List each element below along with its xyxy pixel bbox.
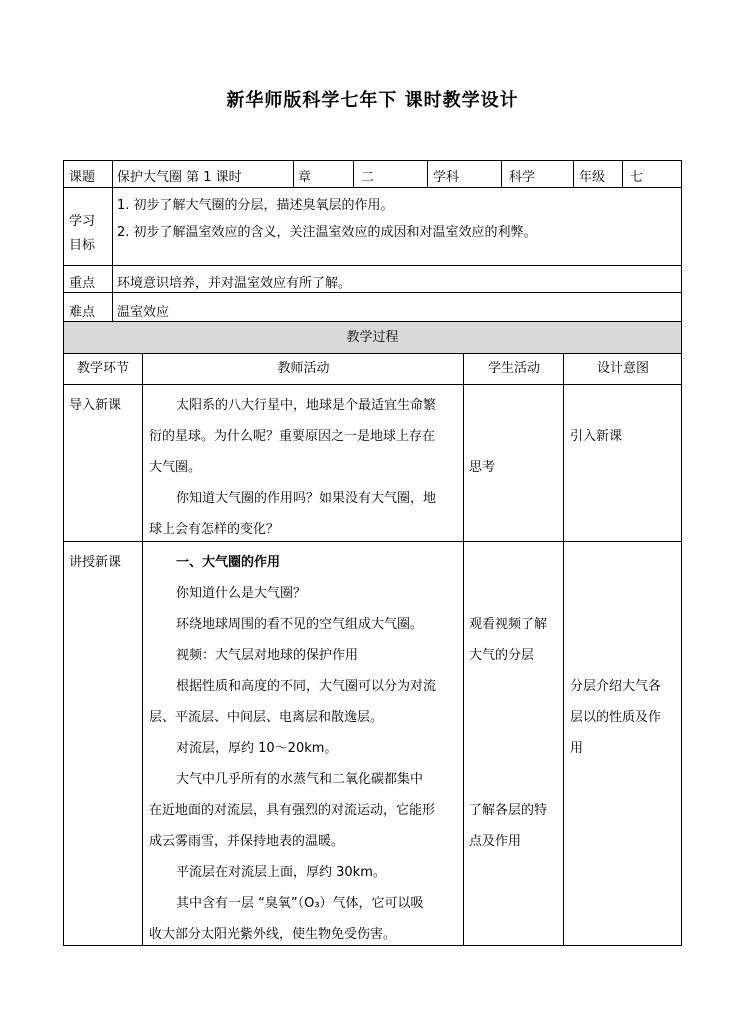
design-intent-line: 层以的性质及作 <box>570 710 662 725</box>
table-border <box>63 265 682 266</box>
teacher-activity-line: 视频：大气层对地球的保护作用 <box>176 648 359 663</box>
table-border <box>63 384 682 385</box>
table-border <box>63 353 682 354</box>
chapter-value: 二 <box>361 170 375 185</box>
table-border <box>573 160 574 188</box>
table-border <box>563 353 564 946</box>
student-activity-line: 大气的分层 <box>469 648 535 663</box>
teacher-activity-line: 平流层在对流层上面，厚约 30km。 <box>176 865 386 880</box>
teacher-activity-line: 其中含有一层 “臭氧”（O₃）气体，它可以吸 <box>176 896 424 911</box>
table-border <box>681 160 682 946</box>
teacher-activity-line: 环绕地球周围的看不见的空气组成大气圈。 <box>176 617 424 632</box>
table-border <box>63 160 64 946</box>
teacher-activity-line: 层、平流层、中间层、电离层和散逸层。 <box>149 710 384 725</box>
student-activity-line: 了解各层的特 <box>469 803 548 818</box>
student-activity-line: 点及作用 <box>469 834 522 849</box>
section-heading: 一、大气圈的作用 <box>176 555 281 570</box>
table-border <box>63 187 682 188</box>
teacher-activity-line: 你知道什么是大气圈？ <box>176 586 307 601</box>
objective-item: 2. 初步了解温室效应的含义，关注温室效应的成因和对温室效应的利弊。 <box>117 225 537 240</box>
table-border <box>63 321 682 322</box>
table-border <box>63 292 682 293</box>
subject-label: 学科 <box>433 170 460 185</box>
key-point-value: 环境意识培养，并对温室效应有所了解。 <box>117 276 352 291</box>
column-header-student: 学生活动 <box>487 361 540 376</box>
teacher-activity-line: 衍的星球。为什么呢？重要原因之一是地球上存在 <box>149 429 436 444</box>
teacher-activity-line: 根据性质和高度的不同，大气圈可以分为对流 <box>176 679 437 694</box>
table-border <box>293 160 294 188</box>
difficulty-label: 难点 <box>69 305 96 320</box>
table-border <box>112 160 113 322</box>
lesson-label: 课题 <box>69 170 96 185</box>
process-header: 教学过程 <box>346 330 399 345</box>
teacher-activity-line: 太阳系的八大行星中，地球是个最适宜生命繁 <box>176 398 437 413</box>
stage-new-lesson: 讲授新课 <box>69 555 122 570</box>
document-title: 新华师版科学七年下 课时教学设计 <box>226 90 519 111</box>
table-border <box>142 353 143 946</box>
grade-label: 年级 <box>579 170 606 185</box>
teacher-activity-line: 球上会有怎样的变化？ <box>149 522 280 537</box>
chapter-label: 章 <box>298 170 312 185</box>
table-border <box>501 160 502 188</box>
table-border <box>622 160 623 188</box>
table-border <box>353 160 354 188</box>
key-point-label: 重点 <box>69 276 96 291</box>
lesson-value: 保护大气圈 第 1 课时 <box>117 170 242 185</box>
column-header-teacher: 教师活动 <box>277 361 330 376</box>
table-border <box>463 353 464 946</box>
objective-item: 1. 初步了解大气圈的分层，描述臭氧层的作用。 <box>117 198 394 213</box>
objectives-label: 目标 <box>69 238 96 253</box>
subject-value: 科学 <box>509 170 536 185</box>
teacher-activity-line: 大气圈。 <box>149 460 202 475</box>
stage-intro: 导入新课 <box>69 398 122 413</box>
column-header-stage: 教学环节 <box>76 361 129 376</box>
teacher-activity-line: 在近地面的对流层，具有强烈的对流运动，它能形 <box>149 803 436 818</box>
table-border <box>63 160 682 161</box>
column-header-intent: 设计意图 <box>596 361 649 376</box>
difficulty-value: 温室效应 <box>117 305 170 320</box>
teacher-activity-line: 大气中几乎所有的水蒸气和二氧化碳都集中 <box>176 772 424 787</box>
teacher-activity-line: 对流层，厚约 10～20km。 <box>176 741 338 756</box>
objectives-label: 学习 <box>69 214 96 229</box>
design-intent-line: 分层介绍大气各 <box>570 679 662 694</box>
design-intent-line: 用 <box>570 741 584 756</box>
table-border <box>63 945 682 946</box>
grade-value: 七 <box>630 170 644 185</box>
table-border <box>427 160 428 188</box>
student-activity-line: 观看视频了解 <box>469 617 548 632</box>
teacher-activity-line: 收大部分太阳光紫外线，使生物免受伤害。 <box>149 927 397 942</box>
teacher-activity-line: 你知道大气圈的作用吗？如果没有大气圈，地 <box>176 491 437 506</box>
table-border <box>63 541 682 542</box>
student-activity: 思考 <box>469 460 496 475</box>
teacher-activity-line: 成云雾雨雪，并保持地表的温暖。 <box>149 834 345 849</box>
design-intent: 引入新课 <box>570 429 623 444</box>
